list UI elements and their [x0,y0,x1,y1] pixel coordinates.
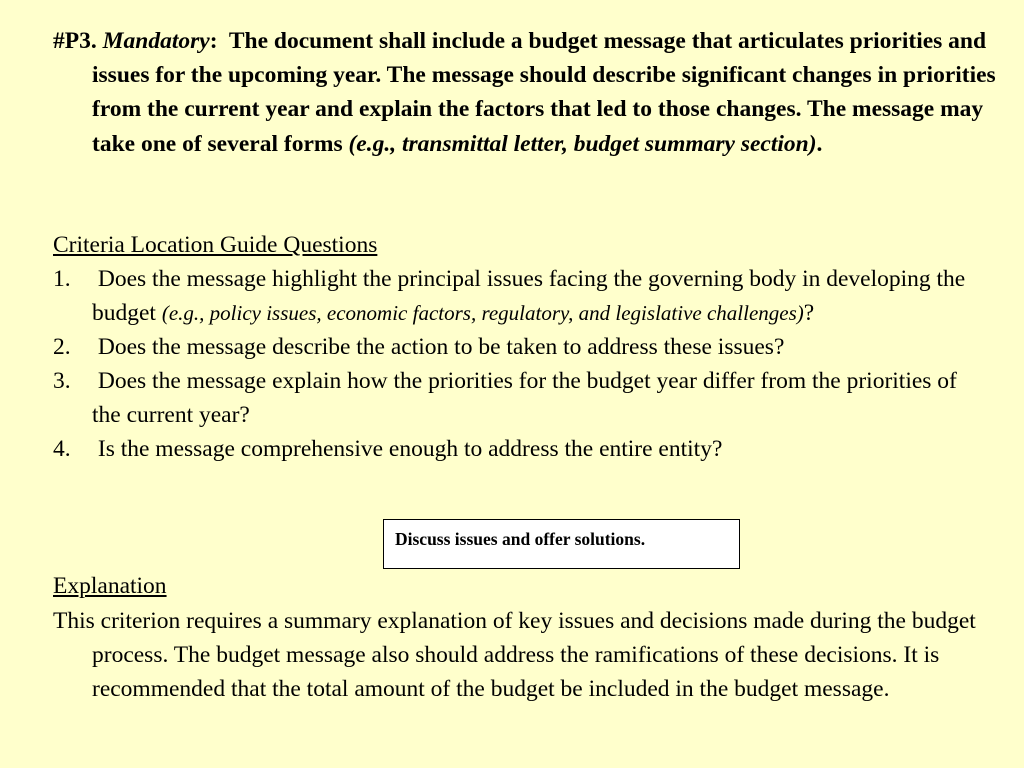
explanation-title: Explanation [53,573,167,599]
question-number: 4. [53,436,71,462]
question-item [53,262,968,330]
criterion-text: The document shall include a budget message that articulates priorities and issues for the upcoming year. The message should describe significant changes in priorities from the current year and explain the factors that led to those changes. The message may take one of several forms [92,28,996,157]
guide-title: Criteria Location Guide Questions [53,232,378,258]
explanation-text: This criterion requires a summary explanation of key issues and decisions made during the budget process. The budget message also should address the ramifications of these decisions. It is recommended that the total amount of the budget be included in the budget message. [53,608,976,702]
question-number: 3. [53,368,71,394]
question-text: Does the message describe the action to be taken to address these issues? [97,334,785,360]
question-text: Does the message highlight the principal issues facing the governing body in developing the budget (e.g., policy issues, economic factors, regulatory, and legislative challenges)? [92,266,966,326]
criterion-end: . [816,130,823,157]
criterion-status: Mandatory [102,28,210,54]
criterion-statement [53,24,1007,161]
criterion-status-colon: : [209,28,218,54]
question-item [53,330,968,364]
question-text: Is the message comprehensive enough to address the entire entity? [97,436,723,462]
question-item [53,364,968,432]
callout-text: Discuss issues and offer solutions. [395,529,646,549]
criterion-id: #P3. [53,28,97,54]
question-number: 1. [53,266,71,292]
guide-questions [53,262,968,466]
question-examples: (e.g., policy issues, economic factors, regulatory, and legislative challenges) [161,301,804,325]
criterion-examples: (e.g., transmittal letter, budget summary section) [348,130,817,157]
question-number: 2. [53,334,71,360]
callout-box [383,519,740,569]
question-text: Does the message explain how the priorities for the budget year differ from the priorities of the current year? [92,368,957,428]
question-item [53,432,968,466]
